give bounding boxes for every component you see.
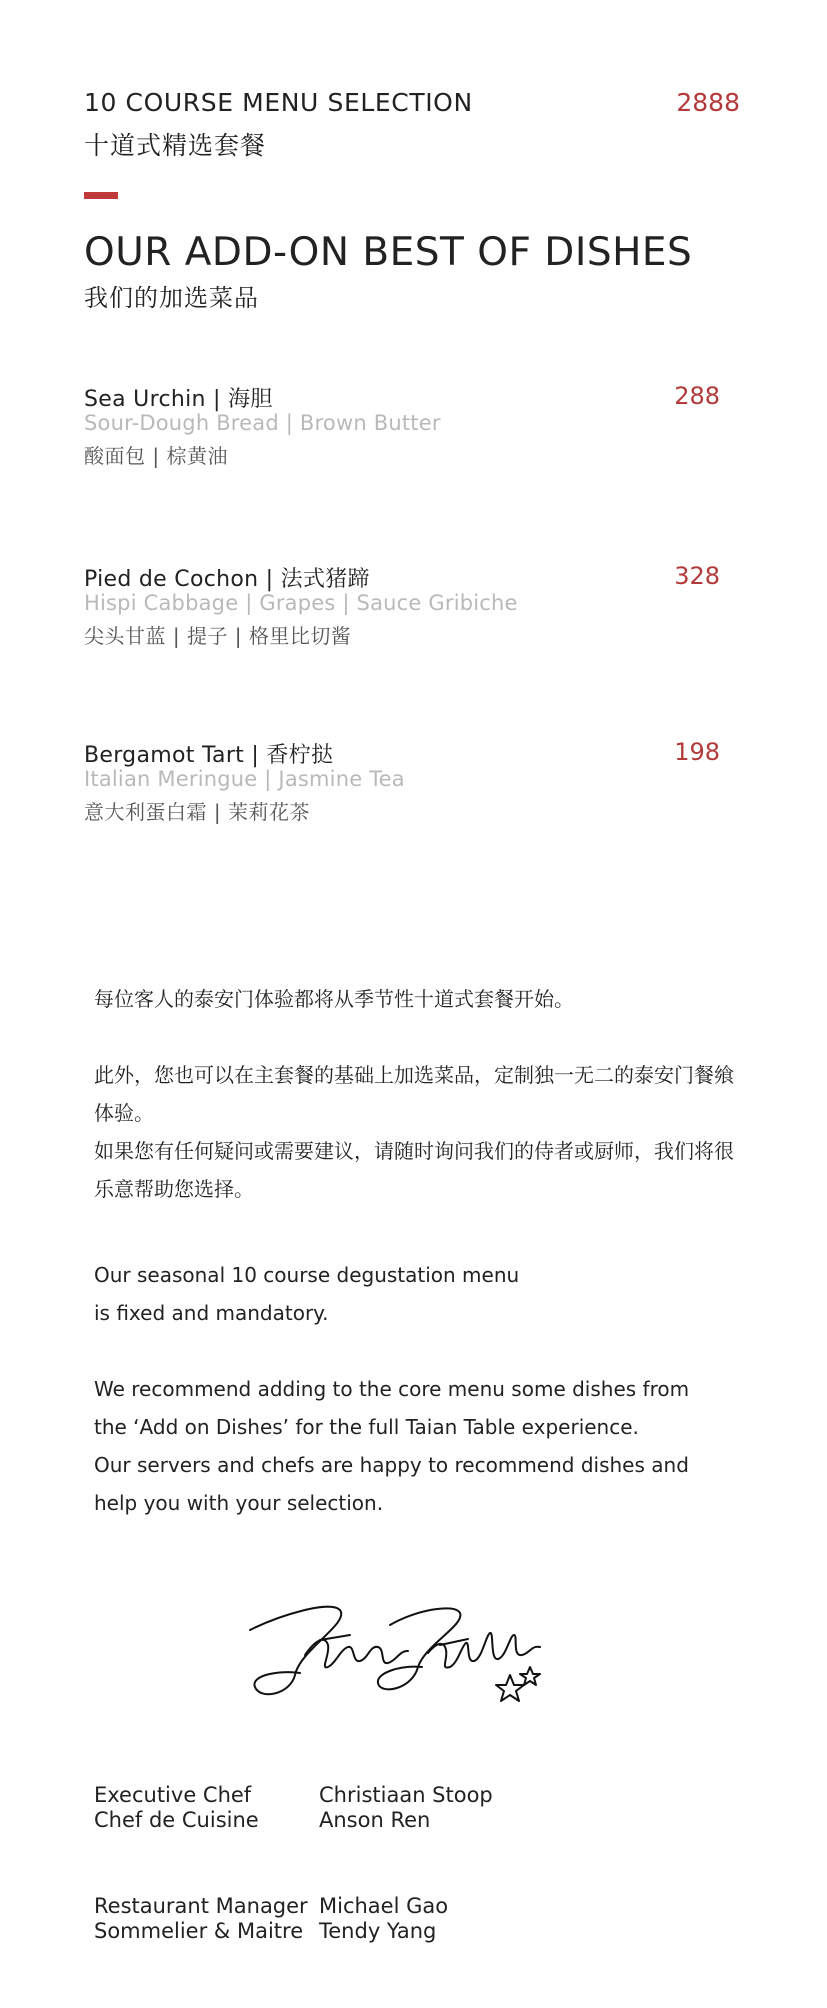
staff-block-service <box>94 1894 654 1954</box>
dish-name: Pied de Cochon | 法式猪蹄 <box>84 567 370 592</box>
note-en-line: Our servers and chefs are happy to recommend dishes and <box>94 1453 689 1477</box>
dish-description: Hispi Cabbage | Grapes | Sauce Gribiche <box>84 591 518 615</box>
dish-item <box>84 382 744 482</box>
staff-name: Tendy Yang <box>319 1919 437 1943</box>
menu-title-cn: 十道式精选套餐 <box>84 131 267 160</box>
menu-price: 2888 <box>676 88 740 117</box>
section-title: OUR ADD-ON BEST OF DISHES <box>84 230 693 275</box>
staff-name: Anson Ren <box>319 1808 431 1832</box>
staff-name: Michael Gao <box>319 1894 449 1918</box>
staff-role: Executive Chef <box>94 1783 252 1807</box>
dish-name: Sea Urchin | 海胆 <box>84 387 273 412</box>
note-en-line: Our seasonal 10 course degustation menu <box>94 1263 520 1287</box>
dish-description: Italian Meringue | Jasmine Tea <box>84 767 405 791</box>
staff-role: Restaurant Manager <box>94 1894 308 1918</box>
staff-block-kitchen <box>94 1783 654 1843</box>
dish-price: 288 <box>674 382 720 410</box>
dish-description-cn: 意大利蛋白霜 | 茉莉花茶 <box>84 800 310 824</box>
section-title-cn: 我们的加选菜品 <box>84 284 259 312</box>
note-en-line: help you with your selection. <box>94 1491 384 1515</box>
note-cn-addon: 此外，您也可以在主套餐的基础上加选菜品，定制独一无二的泰安门餐飨体验。 <box>94 1063 734 1125</box>
dish-description-cn: 尖头甘蓝 | 提子 | 格里比切酱 <box>84 624 352 648</box>
dish-item <box>84 562 744 662</box>
menu-title: 10 COURSE MENU SELECTION <box>84 88 473 117</box>
dish-description: Sour-Dough Bread | Brown Butter <box>84 411 441 435</box>
note-en-line: is fixed and mandatory. <box>94 1301 329 1325</box>
staff-name: Christiaan Stoop <box>319 1783 493 1807</box>
staff-role: Sommelier & Maitre <box>94 1919 304 1943</box>
note-cn-help: 如果您有任何疑问或需要建议，请随时询问我们的侍者或厨师，我们将很乐意帮助您选择。 <box>94 1139 734 1201</box>
chef-signature <box>240 1595 560 1705</box>
note-en-line: the ‘Add on Dishes’ for the full Taian Table experience. <box>94 1415 639 1439</box>
dish-name: Bergamot Tart | 香柠挞 <box>84 743 334 768</box>
staff-role: Chef de Cuisine <box>94 1808 259 1832</box>
dish-price: 328 <box>674 562 720 590</box>
note-en-intro <box>94 1256 754 1332</box>
dish-price: 198 <box>674 738 720 766</box>
dish-description-cn: 酸面包 | 棕黄油 <box>84 444 228 468</box>
note-en-line: We recommend adding to the core menu some dishes from <box>94 1377 690 1401</box>
note-en-recommend <box>94 1370 754 1522</box>
accent-divider <box>84 192 118 199</box>
dish-item <box>84 738 744 838</box>
note-cn-intro: 每位客人的泰安门体验都将从季节性十道式套餐开始。 <box>94 987 574 1011</box>
